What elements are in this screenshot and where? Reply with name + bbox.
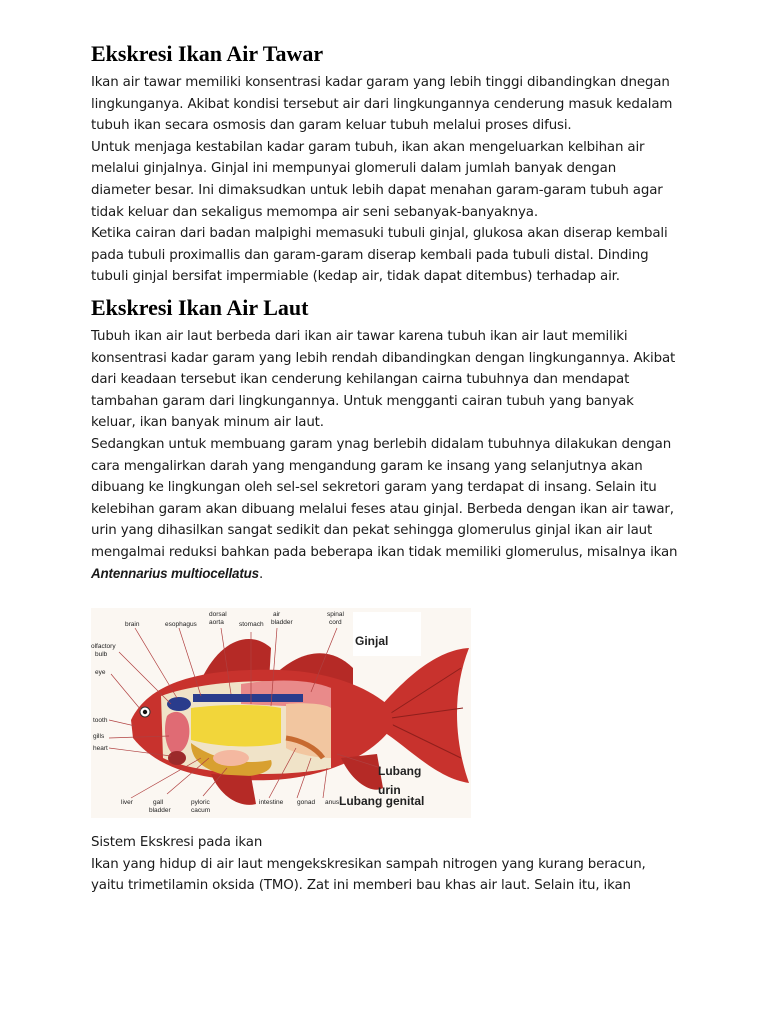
label-stomach: stomach [239, 621, 264, 629]
air-bladder-organ [191, 705, 281, 746]
label-urin: urin [378, 783, 401, 798]
label-gonad: gonad [297, 799, 316, 807]
stomach-organ [213, 750, 249, 766]
paragraph-text: Sedangkan untuk membuang garam ynag berlebih didalam tubuhnya dilakukan dengan cara mengalirkan darah yang mengandung garam ke insang yang selanjutnya akan dibuang ke lingkungan oleh sel-sel sekretori garam yang terdapat di insang. Selain itu kelebihan garam akan dibuang melalui feses atau ginjal. Berbeda dengan ikan air tawar, urin yang dihasilkan sangat sedikit dan pekat sehingga glomerulus ginjal ikan air laut mengalmai reduksi bahkan pada beberapa ikan tidak memiliki glomerulus, misalnya ikan [91, 436, 678, 560]
label-spinal: spinal [327, 611, 344, 619]
heading-freshwater: Ekskresi Ikan Air Tawar [91, 41, 324, 66]
label-gall-bladder: bladder [149, 807, 171, 815]
heart-organ [168, 751, 186, 765]
paragraph: Untuk menjaga kestabilan kadar garam tubuh, ikan akan mengeluarkan kelbihan air melalui ginjalnya. Ginjal ini mempunyai glomeruli dalam jumlah banyak dengan diameter besar. Ini dimaksudkan untuk lebih dapat menahan garam-garam tubuh agar tidak keluar dan sekaligus memompa air seni sebanyak-banyaknya. [91, 139, 663, 220]
fish-anatomy-diagram [91, 608, 471, 818]
label-heart: heart [93, 745, 108, 753]
document-content [91, 40, 679, 897]
paragraph: Ikan yang hidup di air laut mengekskresikan sampah nitrogen yang kurang beracun, yaitu trimetilamin oksida (TMO). Zat ini memberi bau khas air laut. Selain itu, ikan [91, 856, 646, 894]
label-bladder: bladder [271, 619, 293, 627]
paragraph [91, 434, 679, 586]
label-intestine: intestine [259, 799, 284, 807]
label-cacum: cacum [191, 807, 211, 815]
label-pyloric: pyloric [191, 799, 210, 807]
label-cord: cord [329, 619, 342, 627]
paragraph: Ketika cairan dari badan malpighi memasuki tubuli ginjal, glukosa akan diserap kembali pada tubuli proximallis dan garam-garam diserap kembali pada tubuli distal. Dinding tubuli ginjal bersifat impermiable (kedap air, tidak dapat ditembus) terhadap air. [91, 226, 668, 285]
label-dorsal: dorsal [209, 611, 227, 619]
label-lubang-genital: Lubang genital [339, 794, 425, 809]
fish-anatomy-figure [91, 608, 471, 818]
label-anus: anus [325, 799, 340, 807]
label-aorta: aorta [209, 619, 224, 627]
paragraph: Ikan air tawar memiliki konsentrasi kadar garam yang lebih tinggi dibandingkan dnegan lingkunganya. Akibat kondisi tersebut air dari lingkungannya cenderung masuk kedalam tubuh ikan secara osmosis dan garam keluar tubuh melalui proses difusi. [91, 75, 673, 134]
pupil-icon [143, 710, 147, 714]
label-eye: eye [95, 669, 106, 677]
spinal-cord-organ [193, 694, 303, 702]
paragraph-end: . [258, 567, 264, 583]
kidney-region [286, 703, 331, 758]
label-ginjal: Ginjal [355, 634, 389, 649]
label-lubang: Lubang [378, 764, 422, 779]
species-name: Antennarius multiocellatus [91, 566, 259, 582]
label-olfactory: olfactory [91, 643, 116, 651]
label-tooth: tooth [93, 717, 108, 725]
heading-saltwater: Ekskresi Ikan Air Laut [91, 294, 309, 320]
label-esophagus: esophagus [165, 621, 197, 629]
label-air: air [273, 611, 281, 619]
label-bulb: bulb [95, 651, 108, 659]
paragraph: Tubuh ikan air laut berbeda dari ikan air tawar karena tubuh ikan air laut memiliki konsentrasi kadar garam yang lebih rendah dibandingkan dengan lingkungannya. Akibat dari keadaan tersebut ikan cenderung kehilangan cairna tubuhnya dan mendapat tambahan garam dari lingkungannya. Untuk mengganti cairan tubuh yang banyak keluar, ikan banyak minum air laut. [91, 328, 676, 431]
figure-caption: Sistem Ekskresi pada ikan [91, 835, 263, 851]
label-liver: liver [121, 799, 133, 807]
label-brain: brain [125, 621, 140, 629]
label-gall: gall [153, 799, 164, 807]
label-gills: gills [93, 733, 105, 741]
